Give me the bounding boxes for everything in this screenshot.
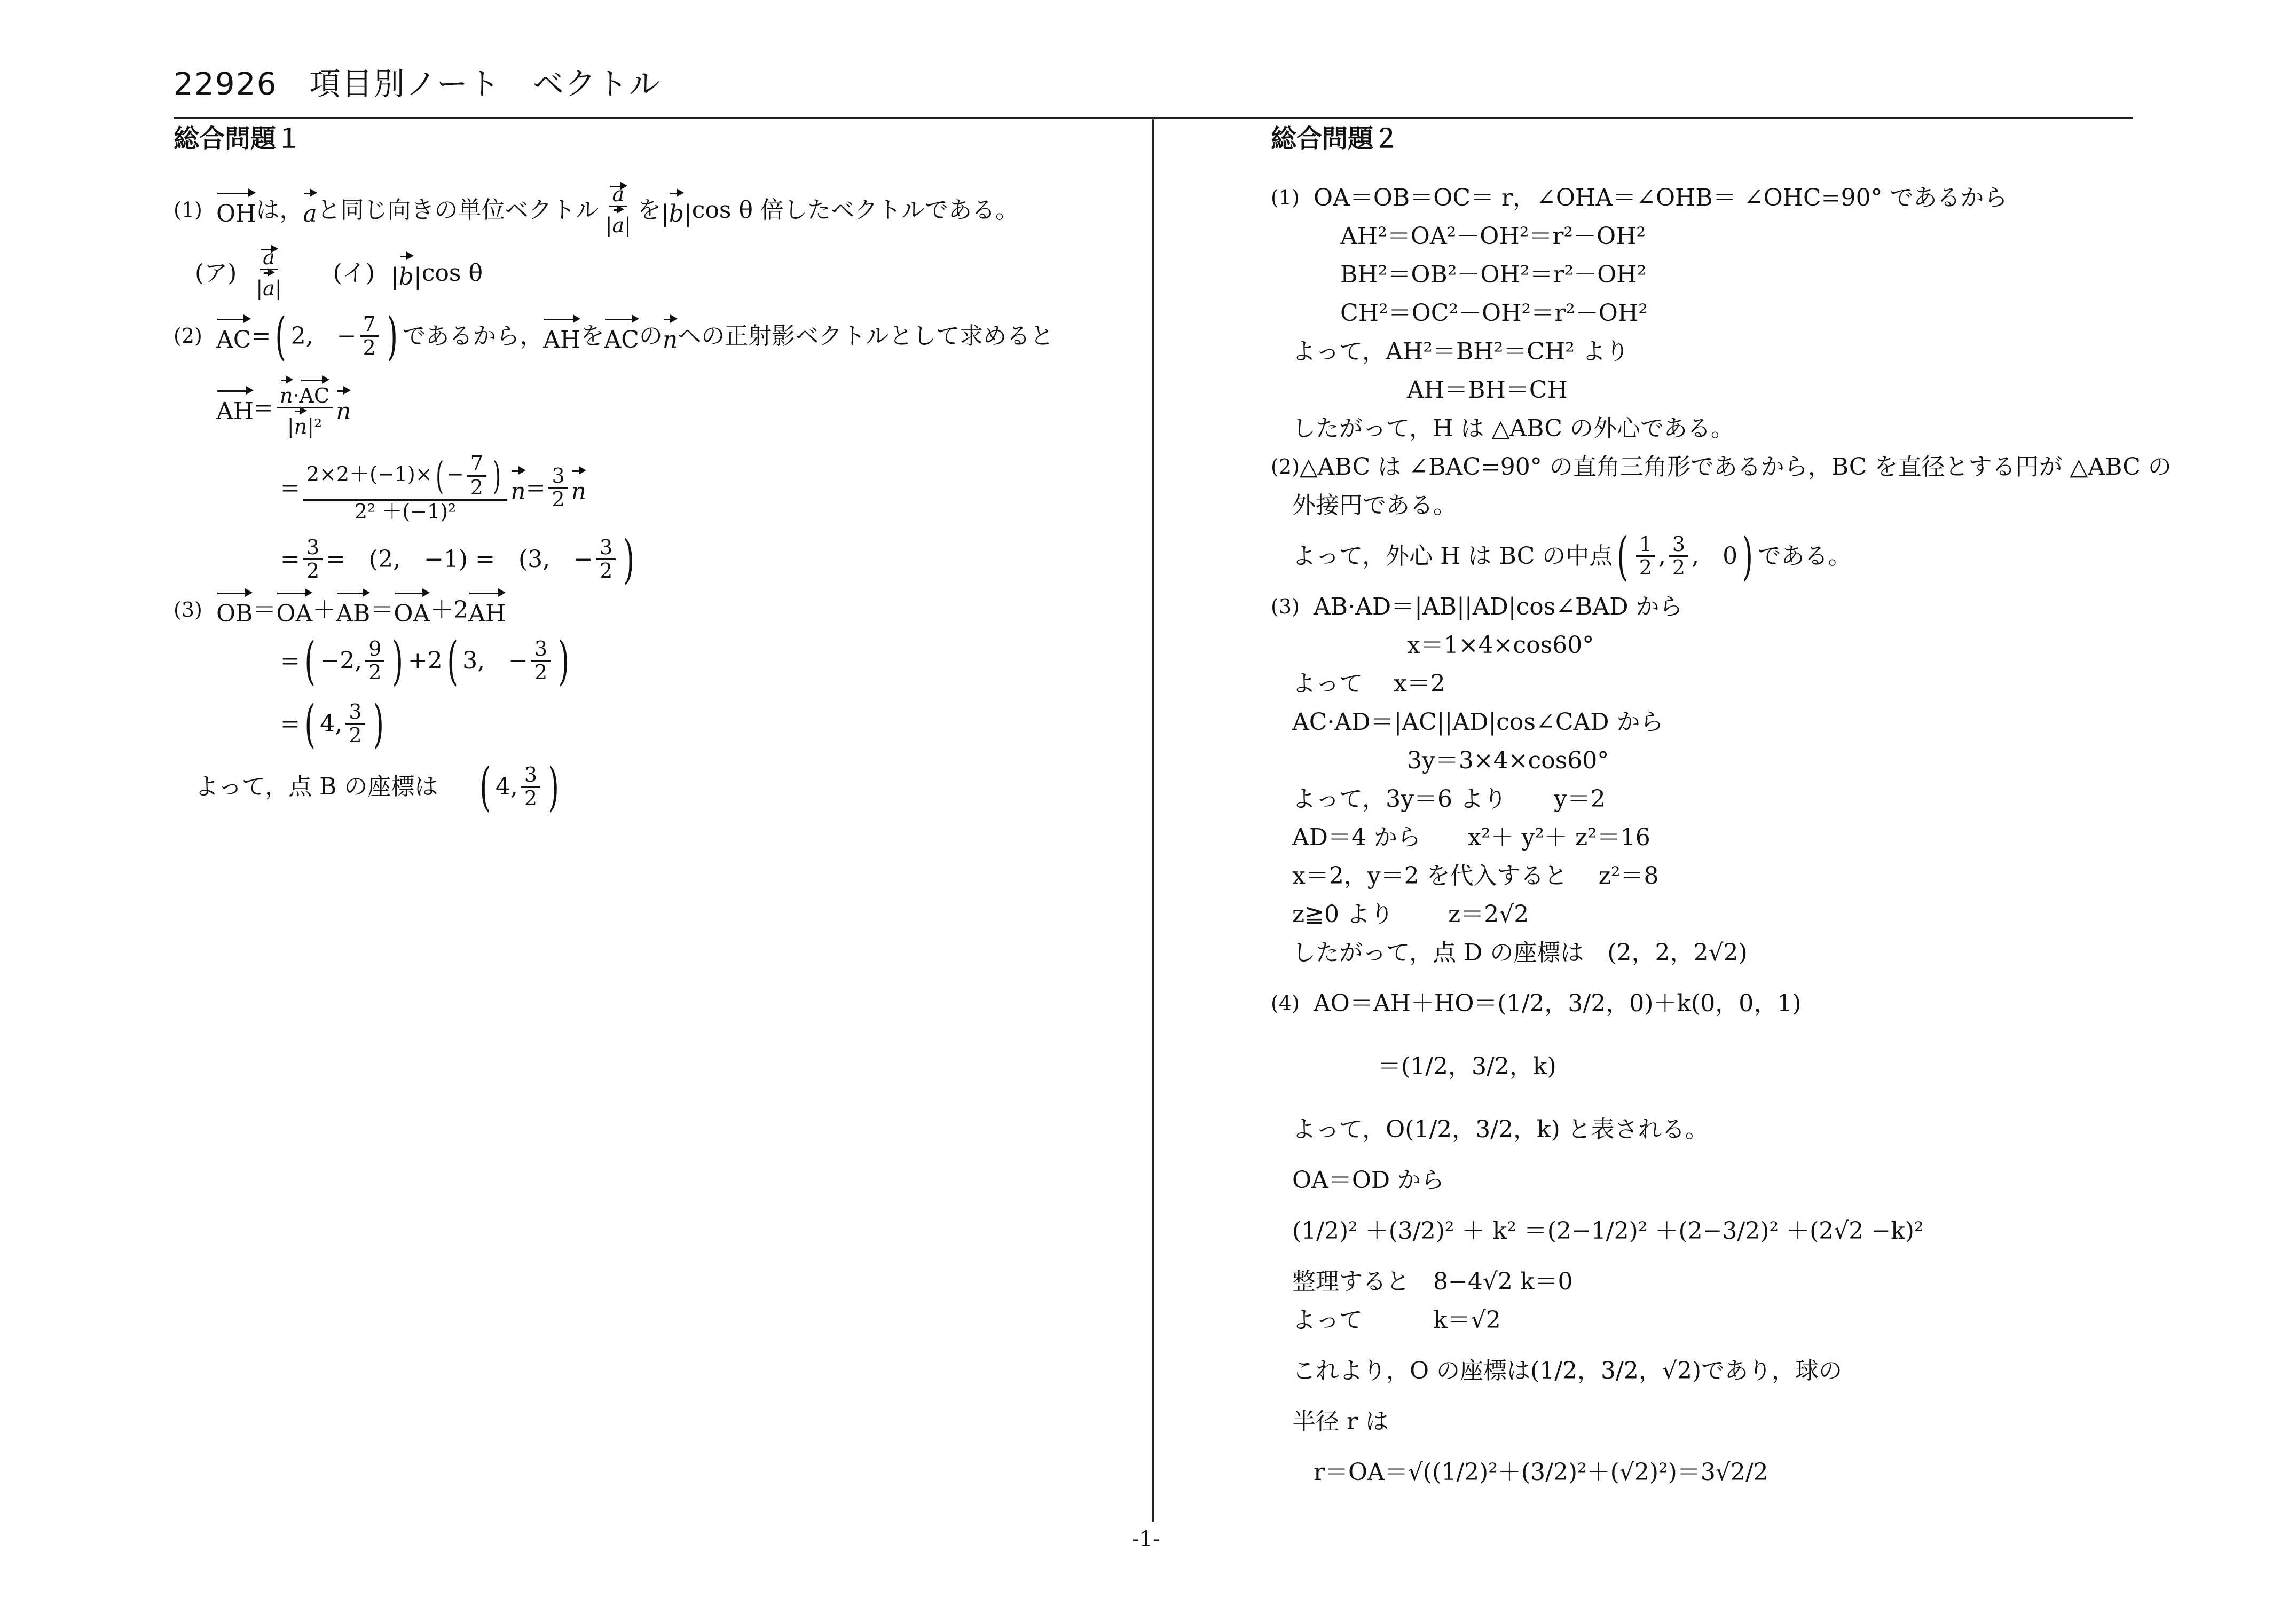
p2-line-3: よって，外心 H は BC の中点 ( $\frac{1}{2}$ , $\frac{3}{2}$ , 0 ) である。 [1292, 526, 1852, 586]
problem-number: (2) [174, 324, 202, 348]
text: OA＝OB＝OC＝ r，∠OHA＝∠OHB＝ ∠OHC=90° であるから [1314, 184, 2008, 212]
vector-n: n [663, 317, 678, 356]
problem-2-line-1 [174, 305, 1124, 368]
p4-line-2: ＝(1/2，3/2，k) [1378, 1053, 1556, 1081]
right-paren: ) [623, 529, 635, 589]
p3-line-8: x＝2，y＝2 を代入すると z²＝8 [1292, 862, 1659, 890]
problem-3-line-1: (3) OB ＝ OA ＋ AB ＝ OA ＋2 AH [174, 591, 1124, 629]
text: を [580, 322, 604, 350]
p2-line-1 [1271, 448, 2172, 486]
section-title-1: 総合問題１ [174, 124, 302, 154]
vector-AH: AH [543, 317, 580, 356]
p2-line-2: 外接円である。 [1292, 492, 1457, 519]
projection-fraction: $\frac{n\cdot AC}{\text{|n|²}}$ [277, 377, 333, 439]
fraction-3-2: $\frac{3}{2}$ [521, 764, 540, 810]
problem-1-answers [174, 242, 1124, 305]
vector-a: a [303, 191, 317, 230]
problem-3-line-3: = ( 4, $\frac{3}{2}$ ) [280, 694, 384, 754]
p3-line-6: よって，3y＝6 より y＝2 [1292, 785, 1606, 813]
p4-line-6: 整理すると 8−4√2 k＝0 [1292, 1268, 1573, 1296]
p3-line-5: 3y＝3×4×cos60° [1407, 747, 1609, 775]
vector-OH: OH [216, 191, 256, 230]
column-divider [1152, 117, 1154, 1522]
text: を [637, 196, 661, 224]
p4-line-4: OA＝OD から [1292, 1167, 1445, 1194]
p4-line-10: r＝OA＝√((1/2)²＋(3/2)²＋(√2)²)＝3√2/2 [1314, 1459, 1768, 1486]
p1-line-6: AH＝BH＝CH [1407, 376, 1568, 404]
computation-fraction: 2×2＋(−1)×( − $\frac{7}{2}$ ) 2² ＋(−1)² [303, 453, 507, 523]
page-number: -1- [1132, 1527, 1160, 1552]
vector-AH: AH [216, 388, 254, 427]
text: と同じ向きの単位ベクトル [317, 196, 599, 224]
left-column [174, 122, 1124, 818]
p4-line-5: (1/2)² ＋(3/2)² ＋ k² ＝(2−1/2)² ＋(2−3/2)² ＋(2√2 −k)² [1292, 1217, 1924, 1245]
text: AB·AD＝|AB||AD|cos∠BAD から [1314, 593, 1683, 621]
p4-line-8: これより，O の座標は(1/2，3/2，√2)であり，球の [1292, 1357, 1843, 1385]
fraction-7-2: $\frac{7}{2}$ [360, 313, 379, 360]
text: の [639, 322, 663, 350]
text: = [525, 474, 546, 502]
unit-vector-fraction: $\frac{a}{|a|}$ [605, 182, 631, 238]
text: cos θ 倍したベクトルである。 [691, 196, 1019, 224]
p3-line-7: AD＝4 から x²＋ y²＋ z²＝16 [1292, 824, 1650, 852]
text: は， [256, 196, 303, 224]
text: AO＝AH＋HO＝(1/2，3/2，0)＋k(0，0，1) [1314, 990, 1802, 1018]
problem-number: (1) [1271, 186, 1300, 210]
text: △ABC は ∠BAC=90° の直角三角形であるから，BC を直径とする円が △ABC の [1299, 453, 2172, 481]
problem-number: (1) [174, 198, 202, 222]
text: であるから， [402, 322, 544, 350]
p4-line-7: よって k＝√2 [1292, 1306, 1501, 1334]
fraction-3-2: $\frac{3}{2}$ [345, 701, 365, 747]
text: = (2, −1) = (3, − [326, 546, 593, 573]
text: よって，外心 H は BC の中点 [1292, 542, 1613, 570]
fraction-9-2: $\frac{9}{2}$ [365, 638, 384, 684]
text: 2, − [290, 322, 357, 350]
text: である。 [1757, 542, 1852, 570]
p1-line-2: AH²＝OA²－OH²＝r²－OH² [1340, 223, 1646, 250]
fraction-3-2: $\frac{3}{2}$ [596, 537, 616, 583]
answer-label-a: (ア) [195, 259, 237, 287]
problem-number: (4) [1271, 991, 1300, 1015]
text: = [251, 322, 271, 350]
p3-line-3: よって x＝2 [1292, 670, 1445, 698]
p1-line-1 [1271, 179, 2146, 217]
vector-n: n [336, 388, 351, 427]
problem-3-conclusion: よって，点 B の座標は ( 4, $\frac{3}{2}$ ) [195, 757, 560, 817]
problem-2-line-4: = $\frac{3}{2}$ = (2, −1) = (3, − $\frac{3}{2}$ ) [280, 529, 635, 589]
p1-line-5: よって，AH²＝BH²＝CH² より [1292, 338, 1629, 366]
vector-n: n [571, 468, 586, 507]
problem-1-line [174, 179, 1124, 242]
section-title-2: 総合問題２ [1271, 124, 1399, 154]
problem-2-line-2: AH = $\frac{n\cdot AC}{\text{|n|²}}$ n [174, 368, 1124, 448]
problem-2-line-3: = 2×2＋(−1)×( − $\frac{7}{2}$ ) 2² ＋(−1)² n = $\frac{3}{2}$ n [280, 452, 586, 523]
vector-AC: AC [216, 317, 251, 356]
problem-3-line-2: = ( −2, $\frac{9}{2}$ ) +2 ( 3, − $\frac{3}{2}$ ) [280, 631, 570, 691]
answer-label-i: (イ) [333, 259, 375, 287]
abs-b: |b| [661, 191, 692, 230]
fraction-3-2: $\frac{3}{2}$ [531, 638, 551, 684]
answer-a-fraction: $\frac{a}{|a|}$ [256, 245, 282, 301]
page-title: 22926 項目別ノート ベクトル [174, 66, 661, 102]
p3-line-9: z≧0 より z＝2√2 [1292, 901, 1529, 928]
right-column [1271, 122, 2172, 1504]
left-paren: ( [275, 306, 287, 366]
problem-number: (2) [1271, 455, 1300, 479]
problem-number: (3) [1271, 595, 1300, 619]
p1-line-4: CH²＝OC²－OH²＝r²－OH² [1340, 300, 1648, 327]
abs-b: |b| [391, 254, 422, 293]
p1-line-3: BH²＝OB²－OH²＝r²－OH² [1340, 261, 1647, 289]
p3-line-2: x＝1×4×cos60° [1407, 632, 1594, 659]
p4-line-3: よって，O(1/2，3/2，k) と表される。 [1292, 1116, 1709, 1144]
problem-number: (3) [174, 598, 202, 622]
p1-line-7: したがって，H は △ABC の外心である。 [1292, 415, 1734, 443]
text: への正射影ベクトルとして求めると [678, 322, 1054, 350]
p3-line-10: したがって，点 D の座標は (2，2，2√2) [1292, 939, 1748, 967]
fraction-3-2: $\frac{3}{2}$ [548, 465, 568, 511]
answer-i-value: cos θ [421, 259, 483, 287]
vector-AC: AC [604, 317, 639, 356]
conclusion-text: よって，点 B の座標は [195, 773, 438, 801]
fraction-3-2: $\frac{3}{2}$ [303, 537, 323, 583]
p3-line-4: AC·AD＝|AC||AD|cos∠CAD から [1292, 708, 1664, 736]
p4-line-9: 半径 r は [1292, 1408, 1389, 1436]
right-paren: ) [387, 306, 398, 366]
p3-line-1 [1271, 588, 2146, 626]
p4-line-1 [1271, 972, 2146, 1035]
vector-n: n [510, 468, 525, 507]
